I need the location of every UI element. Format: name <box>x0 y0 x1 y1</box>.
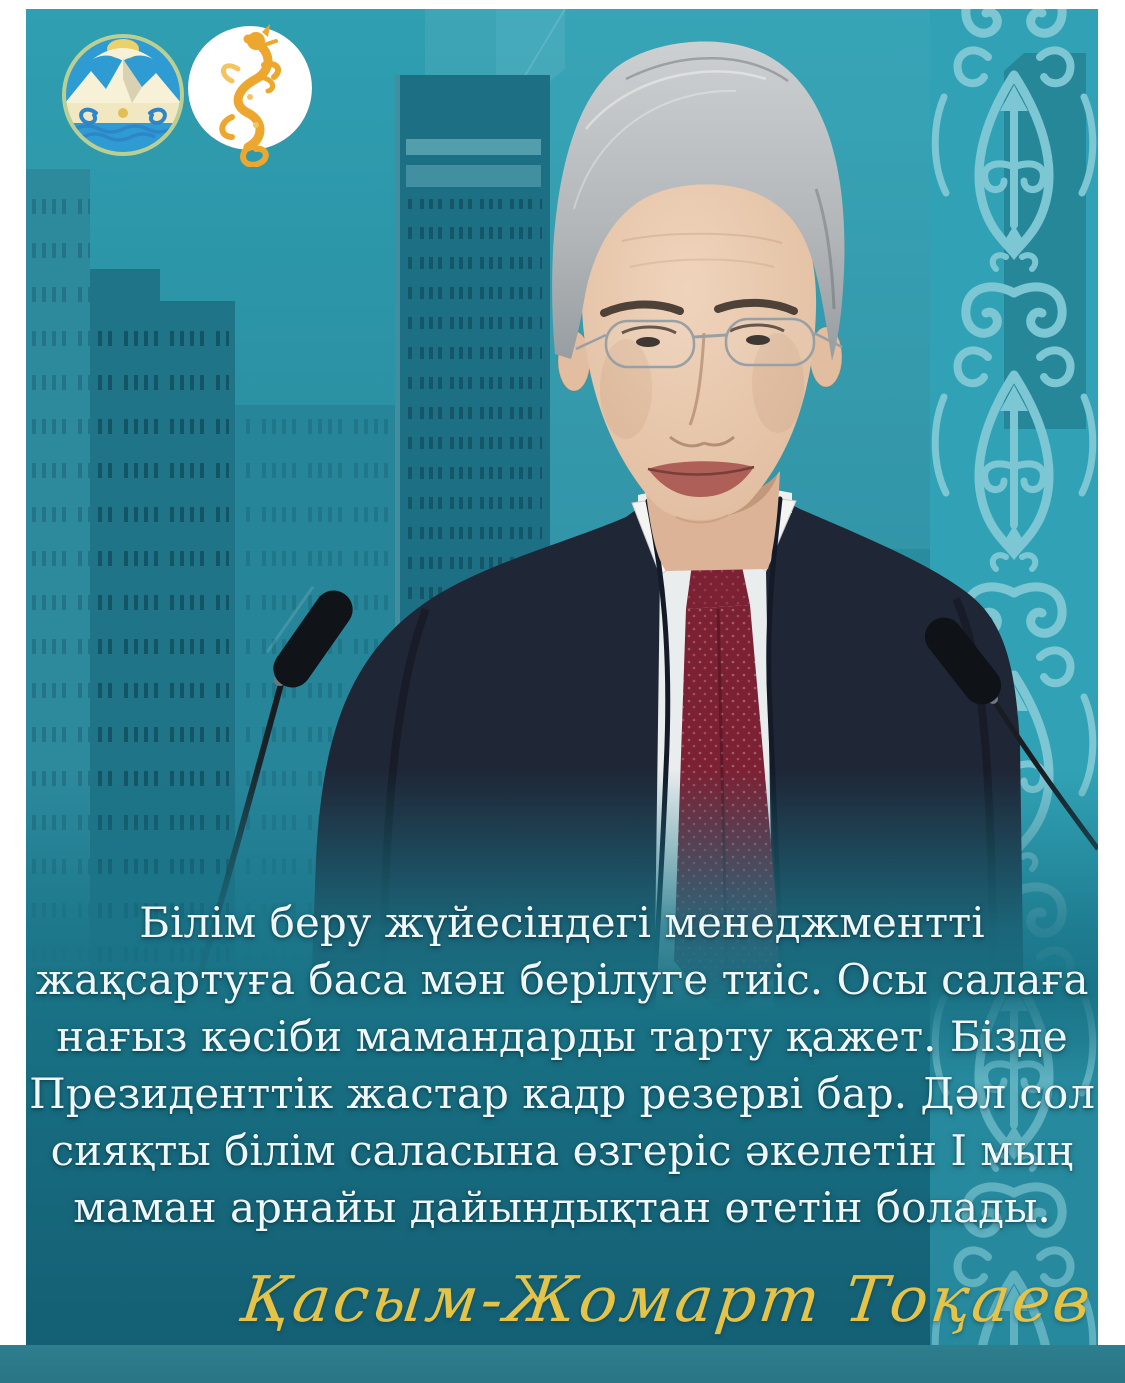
golden-leopard-logo <box>188 24 312 165</box>
quote-line: жақсартуға баса мән берілуге тиіс. Осы салаға <box>35 955 1089 1004</box>
quote-line: нағыз кәсіби мамандарды тарту қажет. Бізде <box>56 1012 1068 1061</box>
header-logos <box>34 17 314 167</box>
bottom-strip <box>0 1345 1125 1383</box>
quote-line: маман арнайы дайындықтан өтетін болады. <box>73 1183 1051 1232</box>
quote-line: сияқты білім саласына өзгеріс әкелетін І мың <box>50 1126 1074 1175</box>
quote-line: Білім беру жүйесіндегі менеджментті <box>139 898 985 947</box>
signature-text: Қасым-Жомарт Тоқаев <box>236 1263 1098 1336</box>
almaty-city-emblem-logo <box>62 34 184 163</box>
quote-line: Президенттік жастар кадр резерві бар. Дәл сол <box>29 1069 1095 1118</box>
quote-text-block <box>26 894 1098 1236</box>
